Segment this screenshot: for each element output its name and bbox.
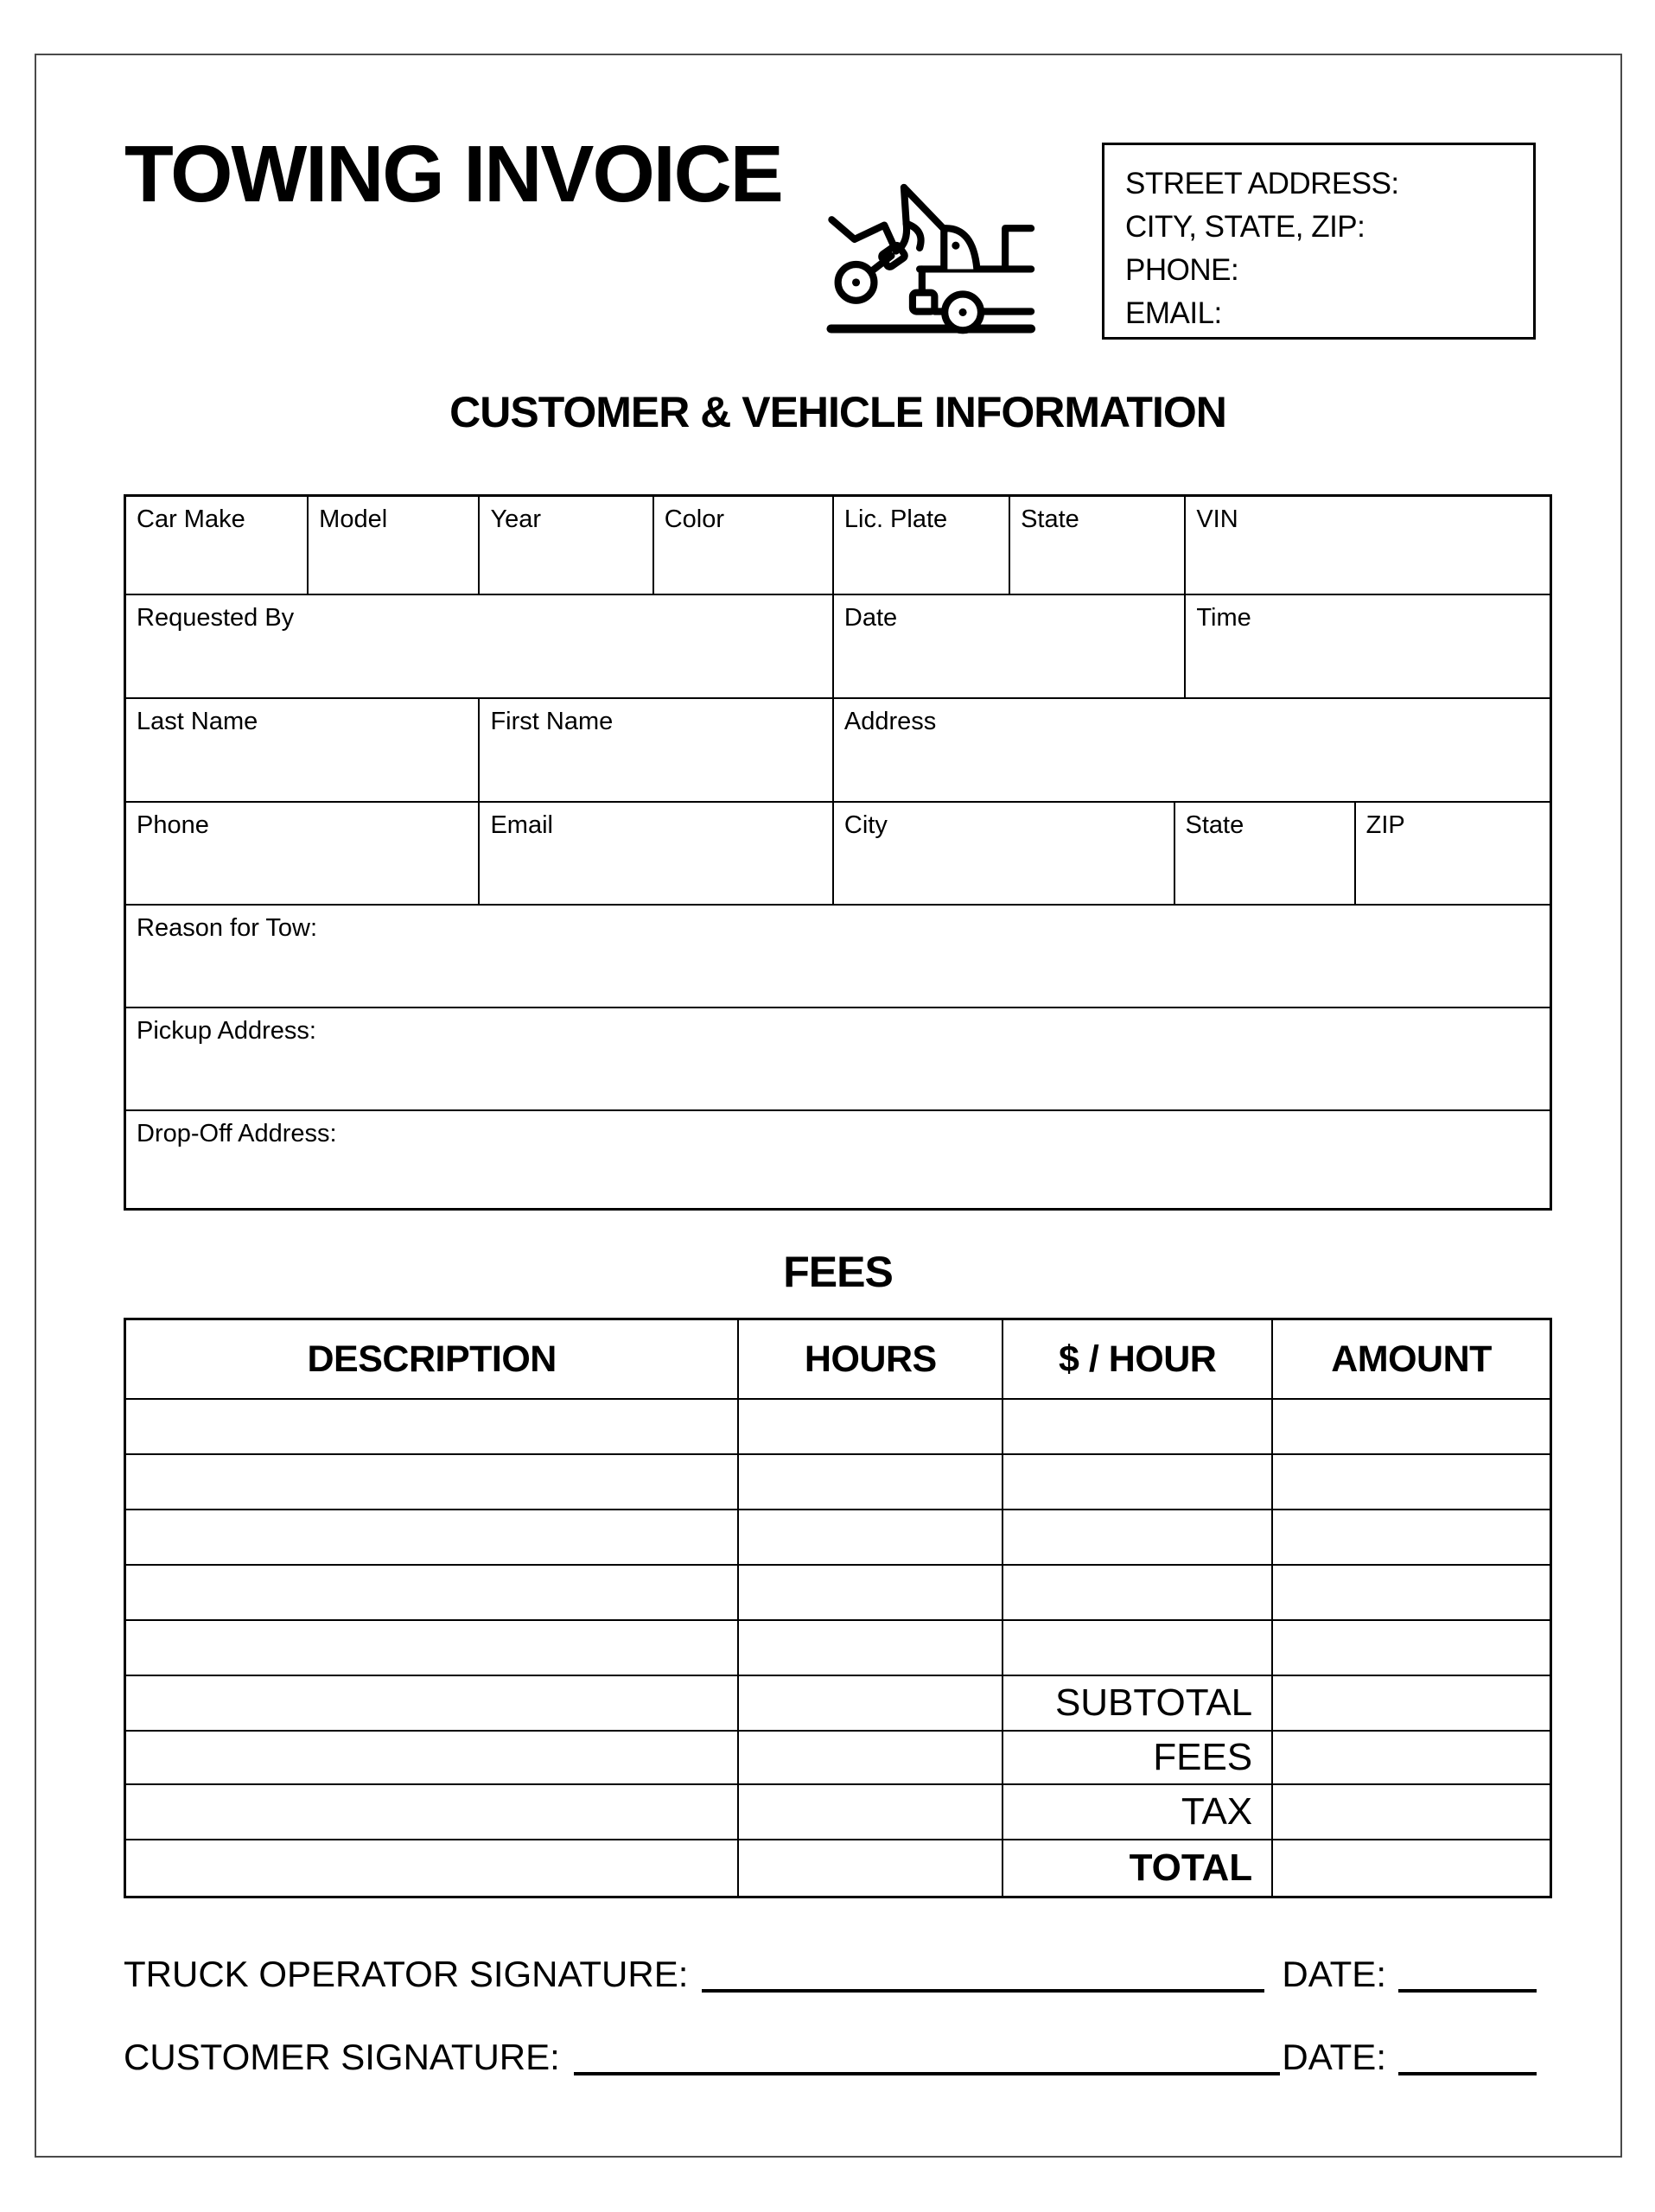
zip-field[interactable] — [1354, 803, 1550, 904]
total-amount-cell[interactable] — [1271, 1840, 1550, 1896]
fee-amount-cell[interactable] — [1271, 1621, 1550, 1675]
state-label: State — [1185, 811, 1244, 839]
last-name-label: Last Name — [137, 708, 258, 735]
fee-row — [126, 1509, 1550, 1564]
email-field[interactable] — [478, 803, 831, 904]
tax-amount-cell[interactable] — [1271, 1785, 1550, 1839]
time-field[interactable] — [1184, 595, 1550, 697]
table-row — [126, 1007, 1550, 1109]
pickup-address-label: Pickup Address: — [137, 1017, 316, 1045]
operator-date-label: DATE: — [1282, 1954, 1386, 1994]
fee-description-cell — [126, 1676, 737, 1730]
fee-row — [126, 1564, 1550, 1619]
fee-description-cell — [126, 1840, 737, 1896]
operator-date-line[interactable] — [1398, 1986, 1537, 1993]
reason-for-tow-field[interactable] — [126, 906, 1550, 1007]
fee-hours-cell — [737, 1785, 1002, 1839]
fees-label: FEES — [1153, 1736, 1253, 1778]
total-label: TOTAL — [1129, 1847, 1253, 1889]
table-row — [126, 594, 1550, 697]
amount-column-header: AMOUNT — [1271, 1320, 1550, 1398]
subtotal-label: SUBTOTAL — [1054, 1681, 1253, 1724]
last-name-field[interactable] — [126, 699, 478, 801]
fee-description-cell[interactable] — [126, 1400, 737, 1453]
table-row — [126, 904, 1550, 1007]
subtotal-row — [126, 1675, 1550, 1730]
subtotal-amount-cell[interactable] — [1271, 1676, 1550, 1730]
fee-rate-cell[interactable] — [1002, 1566, 1271, 1619]
model-field[interactable] — [307, 497, 478, 594]
hours-column-header: HOURS — [737, 1320, 1002, 1398]
phone-label: Phone — [137, 811, 209, 839]
car-make-label: Car Make — [137, 505, 245, 533]
year-label: Year — [490, 505, 542, 533]
color-field[interactable] — [652, 497, 832, 594]
email-label: Email — [490, 811, 553, 839]
time-label: Time — [1196, 604, 1251, 632]
operator-signature-label: TRUCK OPERATOR SIGNATURE: — [124, 1954, 689, 1994]
address-label: Address — [843, 708, 937, 735]
car-make-field[interactable] — [126, 497, 307, 594]
first-name-field[interactable] — [478, 699, 831, 801]
fee-hours-cell[interactable] — [737, 1510, 1002, 1564]
rate-column-header: $ / HOUR — [1002, 1320, 1271, 1398]
fee-hours-cell[interactable] — [737, 1455, 1002, 1509]
fee-rate-cell[interactable] — [1002, 1621, 1271, 1675]
vin-field[interactable] — [1184, 497, 1550, 594]
table-row — [126, 1109, 1550, 1208]
fee-description-cell[interactable] — [126, 1566, 737, 1619]
fee-amount-cell[interactable] — [1271, 1400, 1550, 1453]
total-label-cell — [1002, 1840, 1271, 1896]
tax-row — [126, 1783, 1550, 1839]
fees-amount-cell[interactable] — [1271, 1732, 1550, 1783]
table-row — [126, 801, 1550, 904]
table-row — [126, 497, 1550, 594]
total-row — [126, 1839, 1550, 1896]
tax-label: TAX — [1181, 1790, 1253, 1833]
dropoff-address-field[interactable] — [126, 1111, 1550, 1208]
table-row — [126, 697, 1550, 801]
vin-label: VIN — [1196, 505, 1238, 533]
fees-section-heading: FEES — [783, 1248, 893, 1296]
company-street-address-label: STREET ADDRESS: — [1125, 167, 1399, 200]
invoice-page — [35, 54, 1622, 2158]
customer-signature-label: CUSTOMER SIGNATURE: — [124, 2037, 560, 2077]
lic-plate-label: Lic. Plate — [843, 505, 948, 533]
fee-amount-cell[interactable] — [1271, 1566, 1550, 1619]
fee-description-cell — [126, 1732, 737, 1783]
date-field[interactable] — [832, 595, 1184, 697]
city-label: City — [843, 811, 888, 839]
model-label: Model — [319, 505, 388, 533]
fee-row — [126, 1619, 1550, 1675]
fees-row — [126, 1730, 1550, 1783]
customer-date-label: DATE: — [1282, 2037, 1386, 2077]
company-info-box — [1102, 143, 1536, 340]
color-label: Color — [664, 505, 725, 533]
fee-description-cell — [126, 1785, 737, 1839]
zip-label: ZIP — [1365, 811, 1405, 839]
requested-by-label: Requested By — [137, 604, 295, 632]
fee-amount-cell[interactable] — [1271, 1510, 1550, 1564]
tax-label-cell — [1002, 1785, 1271, 1839]
address-field[interactable] — [832, 699, 1550, 801]
reason-for-tow-label: Reason for Tow: — [137, 914, 318, 942]
description-column-header: DESCRIPTION — [307, 1338, 557, 1380]
year-field[interactable] — [478, 497, 652, 594]
company-city-state-zip-label: CITY, STATE, ZIP: — [1125, 210, 1365, 244]
fees-table — [124, 1318, 1552, 1898]
fee-description-cell[interactable] — [126, 1621, 737, 1675]
first-name-label: First Name — [490, 708, 614, 735]
fee-rate-cell[interactable] — [1002, 1510, 1271, 1564]
pickup-address-field[interactable] — [126, 1008, 1550, 1109]
plate-state-label: State — [1021, 505, 1079, 533]
tow-truck-icon — [817, 170, 1076, 359]
fee-hours-cell — [737, 1676, 1002, 1730]
date-label: Date — [843, 604, 898, 632]
fee-hours-cell[interactable] — [737, 1400, 1002, 1453]
fee-hours-cell — [737, 1840, 1002, 1896]
operator-signature-line[interactable] — [702, 1986, 1264, 1993]
fee-hours-cell — [737, 1732, 1002, 1783]
customer-date-line[interactable] — [1398, 2069, 1537, 2075]
fees-label-cell — [1002, 1732, 1271, 1783]
city-field[interactable] — [832, 803, 1174, 904]
phone-field[interactable] — [126, 803, 478, 904]
fee-amount-cell[interactable] — [1271, 1455, 1550, 1509]
fee-hours-cell[interactable] — [737, 1566, 1002, 1619]
customer-vehicle-table — [124, 494, 1552, 1211]
company-email-label: EMAIL: — [1125, 296, 1222, 330]
customer-signature-row — [124, 2036, 1552, 2079]
fee-description-cell[interactable] — [126, 1455, 737, 1509]
fee-description-cell[interactable] — [126, 1510, 737, 1564]
fee-row — [126, 1453, 1550, 1509]
dropoff-address-label: Drop-Off Address: — [137, 1120, 337, 1147]
fees-header-row — [126, 1320, 1550, 1398]
customer-signature-line[interactable] — [574, 2069, 1281, 2075]
customer-section-heading: CUSTOMER & VEHICLE INFORMATION — [449, 388, 1226, 436]
lic-plate-field[interactable] — [832, 497, 1009, 594]
fee-rate-cell[interactable] — [1002, 1400, 1271, 1453]
company-phone-label: PHONE: — [1125, 253, 1239, 287]
requested-by-field[interactable] — [126, 595, 832, 697]
operator-signature-row — [124, 1953, 1552, 1996]
fee-rate-cell[interactable] — [1002, 1455, 1271, 1509]
subtotal-label-cell — [1002, 1676, 1271, 1730]
plate-state-field[interactable] — [1009, 497, 1184, 594]
page-title: TOWING INVOICE — [124, 129, 782, 219]
state-field[interactable] — [1174, 803, 1354, 904]
fee-row — [126, 1398, 1550, 1453]
fee-hours-cell[interactable] — [737, 1621, 1002, 1675]
